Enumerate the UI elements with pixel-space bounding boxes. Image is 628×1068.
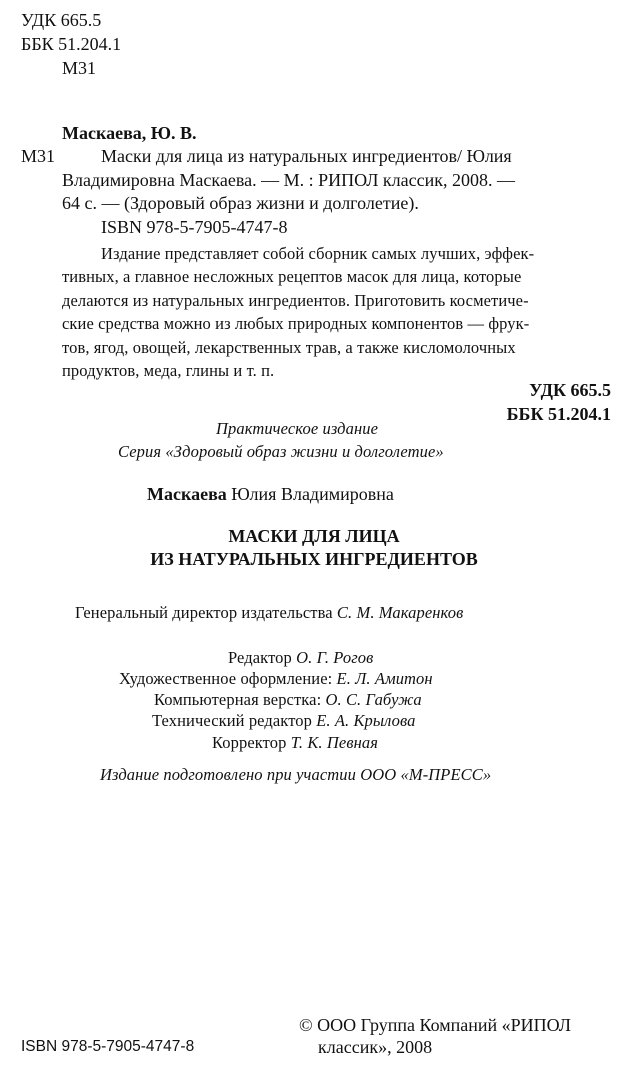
edition-series: Серия «Здоровый образ жизни и долголетие» — [118, 442, 444, 461]
header-udk: УДК 665.5 — [21, 10, 102, 30]
abstract-line-5: тов, ягод, овощей, лекарственных трав, а также кисломолочных — [62, 338, 516, 357]
abstract-line-1: Издание представляет собой сборник самых лучших, эффек- — [101, 244, 535, 263]
header-bbk: ББК 51.204.1 — [21, 34, 122, 54]
credits-director — [75, 601, 463, 624]
edition-type: Практическое издание — [216, 419, 378, 438]
director-name: С. М. Макаренков — [336, 603, 464, 622]
footer-copyright-line-1: © ООО Группа Компаний «РИПОЛ — [299, 1015, 571, 1035]
credits-role-3 — [154, 688, 422, 711]
footer-isbn: ISBN 978-5-7905-4747-8 — [21, 1038, 195, 1055]
role-label: Технический редактор — [152, 711, 317, 730]
record-title-line-3: 64 с. — (Здоровый образ жизни и долголетие). — [62, 193, 419, 213]
role-label: Компьютерная верстка: — [154, 690, 326, 709]
credits-role-2 — [119, 667, 433, 690]
credits-participation: Издание подготовлено при участии ООО «М-ПРЕСС» — [100, 765, 492, 784]
edition-author — [147, 482, 394, 506]
abstract-line-4: ские средства можно из любых природных компонентов — фрук- — [62, 314, 530, 333]
credits-role-4 — [152, 709, 416, 732]
abstract-line-2: тивных, а главное несложных рецептов масок для лица, которые — [62, 267, 522, 286]
record-udk: УДК 665.5 — [529, 380, 611, 400]
edition-title-line-2: ИЗ НАТУРАЛЬНЫХ ИНГРЕДИЕНТОВ — [150, 549, 478, 569]
role-label: Корректор — [212, 733, 291, 752]
abstract-line-3: делаются из натуральных ингредиентов. Приготовить косметиче- — [62, 291, 529, 310]
director-label: Генеральный директор издательства — [75, 603, 337, 622]
role-name: О. С. Габужа — [325, 690, 422, 709]
record-author: Маскаева, Ю. В. — [62, 123, 197, 143]
credits-role-5 — [212, 731, 378, 754]
header-code: М31 — [62, 58, 97, 78]
edition-author-surname: Маскаева — [147, 484, 227, 504]
role-name: Е. А. Крылова — [316, 711, 416, 730]
role-name: Т. К. Певная — [290, 733, 378, 752]
record-title-line-2: Владимировна Маскаева. — М. : РИПОЛ классик, 2008. — — [62, 170, 515, 190]
edition-author-name: Юлия Владимировна — [226, 484, 394, 504]
role-label: Редактор — [228, 648, 297, 667]
credits-role-1 — [228, 646, 373, 669]
record-title-line-1: Маски для лица из натуральных ингредиентов/ Юлия — [101, 146, 512, 166]
record-isbn: ISBN 978-5-7905-4747-8 — [101, 217, 288, 237]
record-margin-code: М31 — [21, 146, 56, 166]
edition-title-line-1: МАСКИ ДЛЯ ЛИЦА — [228, 526, 400, 546]
abstract-line-6: продуктов, меда, глины и т. п. — [62, 361, 275, 380]
role-name: О. Г. Рогов — [296, 648, 374, 667]
role-name: Е. Л. Амитон — [336, 669, 433, 688]
role-label: Художественное оформление: — [119, 669, 337, 688]
record-bbk: ББК 51.204.1 — [506, 404, 611, 424]
footer-copyright-line-2: классик», 2008 — [318, 1037, 433, 1057]
